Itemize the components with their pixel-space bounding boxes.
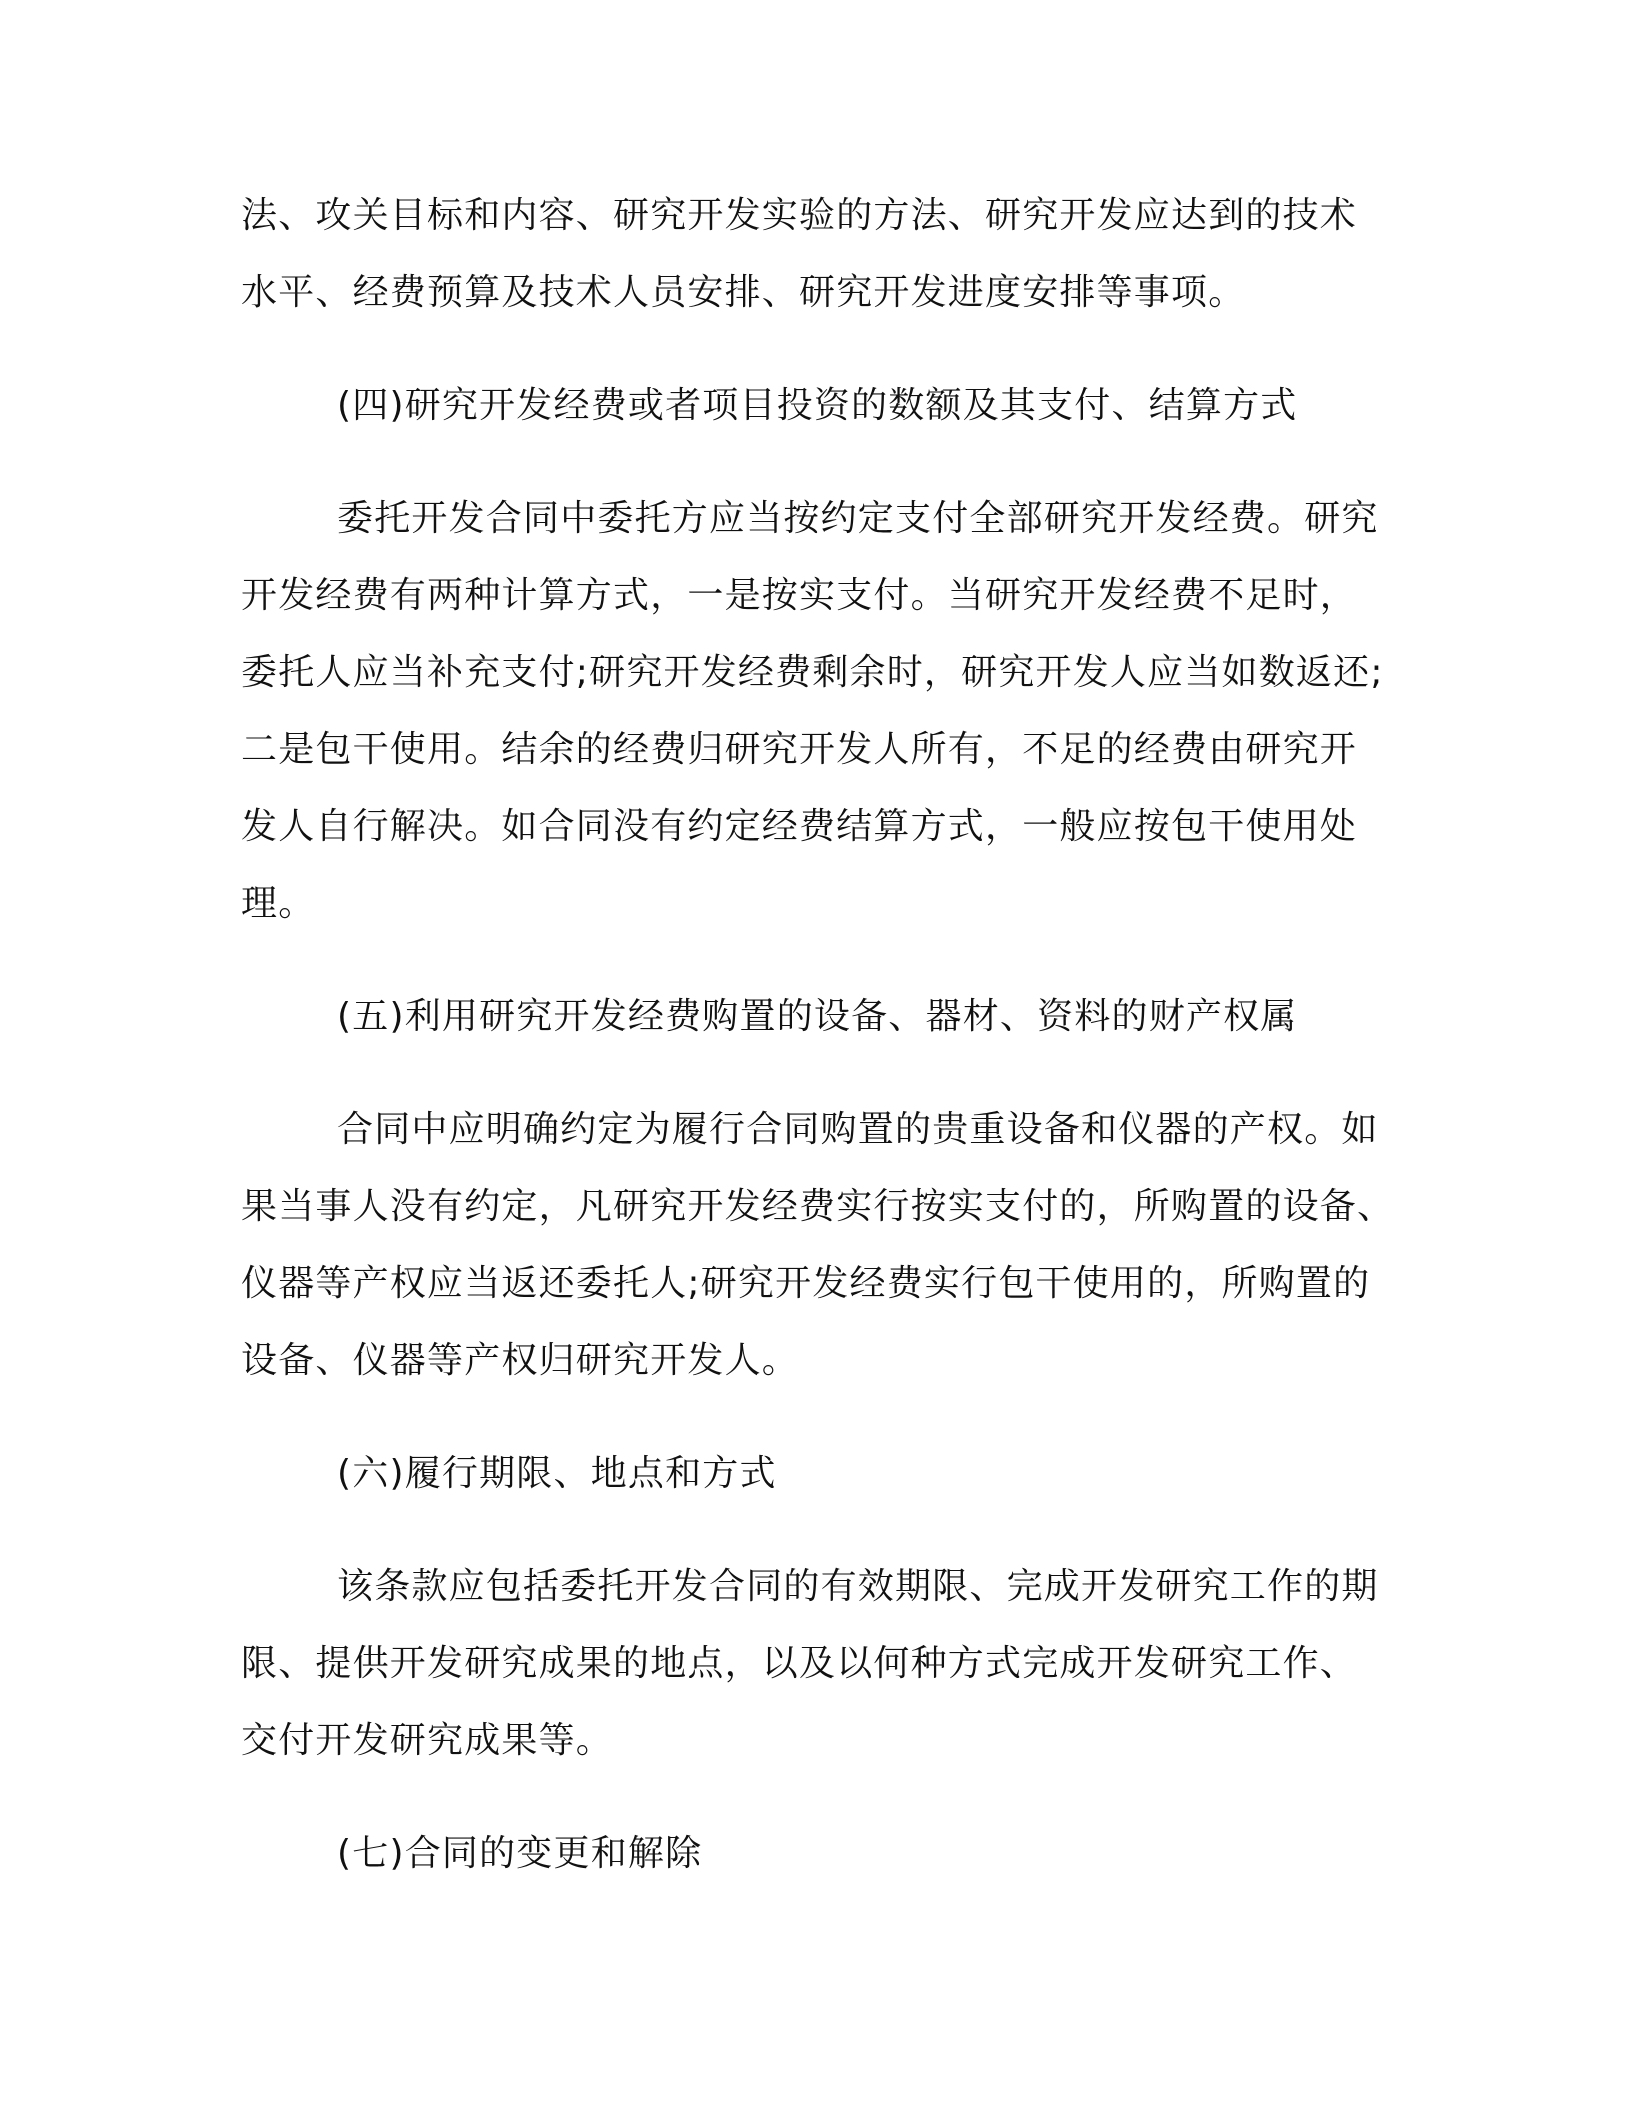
text-line: 设备、仪器等产权归研究开发人。 <box>241 1340 800 1381</box>
text-line: 水平、经费预算及技术人员安排、研究开发进度安排等事项。 <box>241 272 1246 313</box>
para-section-4-body <box>241 480 1391 942</box>
text-line: 开发经费有两种计算方式，一是按实支付。当研究开发经费不足时， <box>241 575 1358 616</box>
text-line: 委托开发合同中委托方应当按约定支付全部研究开发经费。研究 <box>337 498 1379 539</box>
para-section-6-body <box>241 1548 1391 1779</box>
text-line: 委托人应当补充支付;研究开发经费剩余时，研究开发人应当如数返还; <box>241 652 1384 693</box>
heading-section-7: (七)合同的变更和解除 <box>337 1833 703 1874</box>
heading-section-5: (五)利用研究开发经费购置的设备、器材、资料的财产权属 <box>337 996 1298 1037</box>
text-line: 二是包干使用。结余的经费归研究开发人所有，不足的经费由研究开 <box>241 729 1358 770</box>
text-line: 该条款应包括委托开发合同的有效期限、完成开发研究工作的期 <box>337 1566 1379 1607</box>
heading-section-6: (六)履行期限、地点和方式 <box>337 1453 777 1494</box>
text-line: 仪器等产权应当返还委托人;研究开发经费实行包干使用的，所购置的 <box>241 1263 1371 1304</box>
text-line: 限、提供开发研究成果的地点，以及以何种方式完成开发研究工作、 <box>241 1643 1358 1684</box>
text-line: 合同中应明确约定为履行合同购置的贵重设备和仪器的产权。如 <box>337 1109 1379 1150</box>
para-section-5-body <box>241 1091 1395 1399</box>
text-line: 发人自行解决。如合同没有约定经费结算方式，一般应按包干使用处 <box>241 806 1358 847</box>
text-line: 法、攻关目标和内容、研究开发实验的方法、研究开发应达到的技术 <box>241 195 1358 236</box>
document-body <box>241 177 1395 1928</box>
text-line: 理。 <box>241 883 316 924</box>
text-line: 果当事人没有约定，凡研究开发经费实行按实支付的，所购置的设备、 <box>241 1186 1395 1227</box>
heading-section-4: (四)研究开发经费或者项目投资的数额及其支付、结算方式 <box>337 385 1298 426</box>
para-continuation-plan <box>241 177 1391 331</box>
text-line: 交付开发研究成果等。 <box>241 1720 614 1761</box>
